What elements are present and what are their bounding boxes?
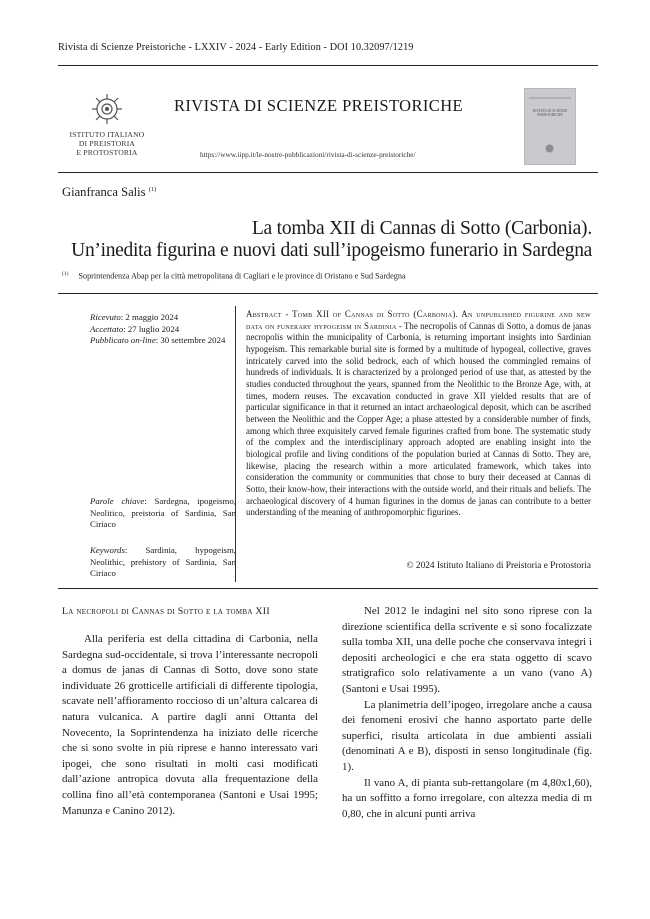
publication-dates [90, 312, 240, 347]
abstract-rule-bottom [58, 588, 598, 589]
author-name: Gianfranca Salis $^{(1)}$ [62, 185, 157, 199]
cover-emblem-icon [544, 143, 555, 154]
abstract-body: - The necropolis of Cannas di Sotto, a domus de janas necropolis within the municipality of Carbonia, is returning important insights into Sardinian hypogeism. This remarkable burial site is formed by a multitude of hypogeal, collective, graves intricately carved into the solid bedrock, each of which housed the commingled remains of hundreds of individuals. It is characterized by a prolonged period of use that, as attested by the studies conducted throughout the years, spanned from the Neolithic to the Bronze Age, with, at times, modern reuses. The excavation conducted in grave XII yielded results that are of particular significance in that it returned an intact archaeological deposit, which can be ascribed between the Neolithic and the Copper Age; a phase attested by a considerable number of finds, among which three exquisitely carved female figurines crafted from bone. The systematic study of the complex and the interdisciplinary approach adopted are enabling insight into the biological profile and living conditions of the population buried at Cannas di Sotto. They are, likewise, placing the research within a more articulated framework, which takes into consideration the community or communities that chose to bury their deceased at Cannas di Sotto, their know-how, their interactions with the outside world, and their rituals and beliefs. The archaeological discovery of 4 human figurines in the domus de janas can contribute to a better understanding of the meaning of anthropomorphic figurines. [246, 320, 591, 518]
section-heading: La necropoli di Cannas di Sotto e la tomba XII [62, 606, 270, 617]
abstract-heading: Abstract - Tomb XII of Cannas di Sotto (Carbonia). An unpublished figurine and new data on funerary hypogeism in Sardinia [246, 309, 591, 331]
body-column-left [62, 632, 318, 819]
header-rule-top [58, 65, 598, 66]
abstract-column-divider [235, 306, 236, 582]
affiliation-mark: (1) [62, 271, 69, 277]
paragraph: Nel 2012 le indagini nel sito sono riprese con la direzione scientifica della scrivente e si sono focalizzate sulla tomba XII, una delle poche che conservava integri i depositi archeologici e che era stata oggetto di scavo stratigrafico solo relativamente a un vano (vano A) (Santoni e Usai 1995). [342, 605, 592, 695]
journal-cover-thumbnail [524, 88, 576, 165]
article-title-line-2: Un’inedita figurina e nuovi dati sull’ipogeismo funerario in Sardegna [71, 240, 592, 261]
keywords-english: Keywords: Sardinia, hypogeism, Neolithic, prehistory of Sardinia, San Ciriaco [90, 545, 236, 579]
abstract-text [246, 309, 591, 519]
institute-name: ISTITUTO ITALIANO DI PREISTORIA E PROTOSTORIA [69, 130, 145, 157]
institute-logo-icon [90, 92, 124, 126]
journal-url[interactable]: https://www.iipp.it/le-nostre-pubblicazioni/rivista-di-scienze-preistoriche/ [200, 150, 416, 159]
paragraph: Alla periferia est della cittadina di Carbonia, nella Sardegna sud-occidentale, si trova l’interessante necropoli a domus de janas di Cannas di Sotto, dove sono state individuate 26 grotticelle artificiali di differente tipologia, scavate nell’affioramento roccioso di un’altura calcarea di natura vulcanica. A partire dagli anni Ottanta del Novecento, la Soprintendenza ha iniziato delle ricerche che si sono svolte in più riprese e hanno interessato vari ipogei, che sono risultati in molti casi modificati dall’azione antropica dovuta alla frequentazione della collina fino all’età contemporanea (Santoni e Usai 1995; Manunza e Canino 2012). [62, 633, 318, 817]
keywords-italian: Parole chiave: Sardegna, ipogeismo, Neolitico, preistoria of Sardinia, San Ciriaco [90, 496, 236, 530]
accepted-date: Accettato: 27 luglio 2024 [90, 323, 180, 334]
body-column-right [342, 604, 592, 822]
paragraph: Il vano A, di pianta sub-rettangolare (m 4,80x1,60), ha un soffitto a forno irregolare, con altezza media di m 0,80, che in alcuni punti arriva [342, 776, 592, 820]
abstract-rule-top [58, 293, 598, 294]
affiliation: $^{(1)}$ Soprintendenza Abap per la città metropolitana di Cagliari e le province di Oristano e Sud Sardegna [62, 271, 406, 281]
paragraph: La planimetria dell’ipogeo, irregolare anche a causa dei fenomeni erosivi che hanno asportato parte delle superfici, risulta articolata in due ambienti assiali (denominati A e B), disposti in senso longitudinale (fig. 1). [342, 698, 592, 773]
received-date: Ricevuto: 2 maggio 2024 [90, 312, 179, 322]
article-title-line-1: La tomba XII di Cannas di Sotto (Carbonia). [251, 218, 592, 239]
published-date: Pubblicato on-line: 30 settembre 2024 [90, 335, 226, 346]
journal-title: RIVISTA DI SCIENZE PREISTORICHE [174, 96, 463, 115]
cover-title: RIVISTA DI SCIENZE PREISTORICHE [532, 109, 568, 118]
copyright-line: © 2024 Istituto Italiano di Preistoria e Protostoria [406, 561, 591, 571]
header-rule-bottom [58, 172, 598, 173]
running-head: Rivista di Scienze Preistoriche - LXXIV - 2024 - Early Edition - DOI 10.32097/1219 [58, 42, 414, 53]
cover-band [529, 97, 571, 99]
author-note: (1) [148, 185, 157, 193]
